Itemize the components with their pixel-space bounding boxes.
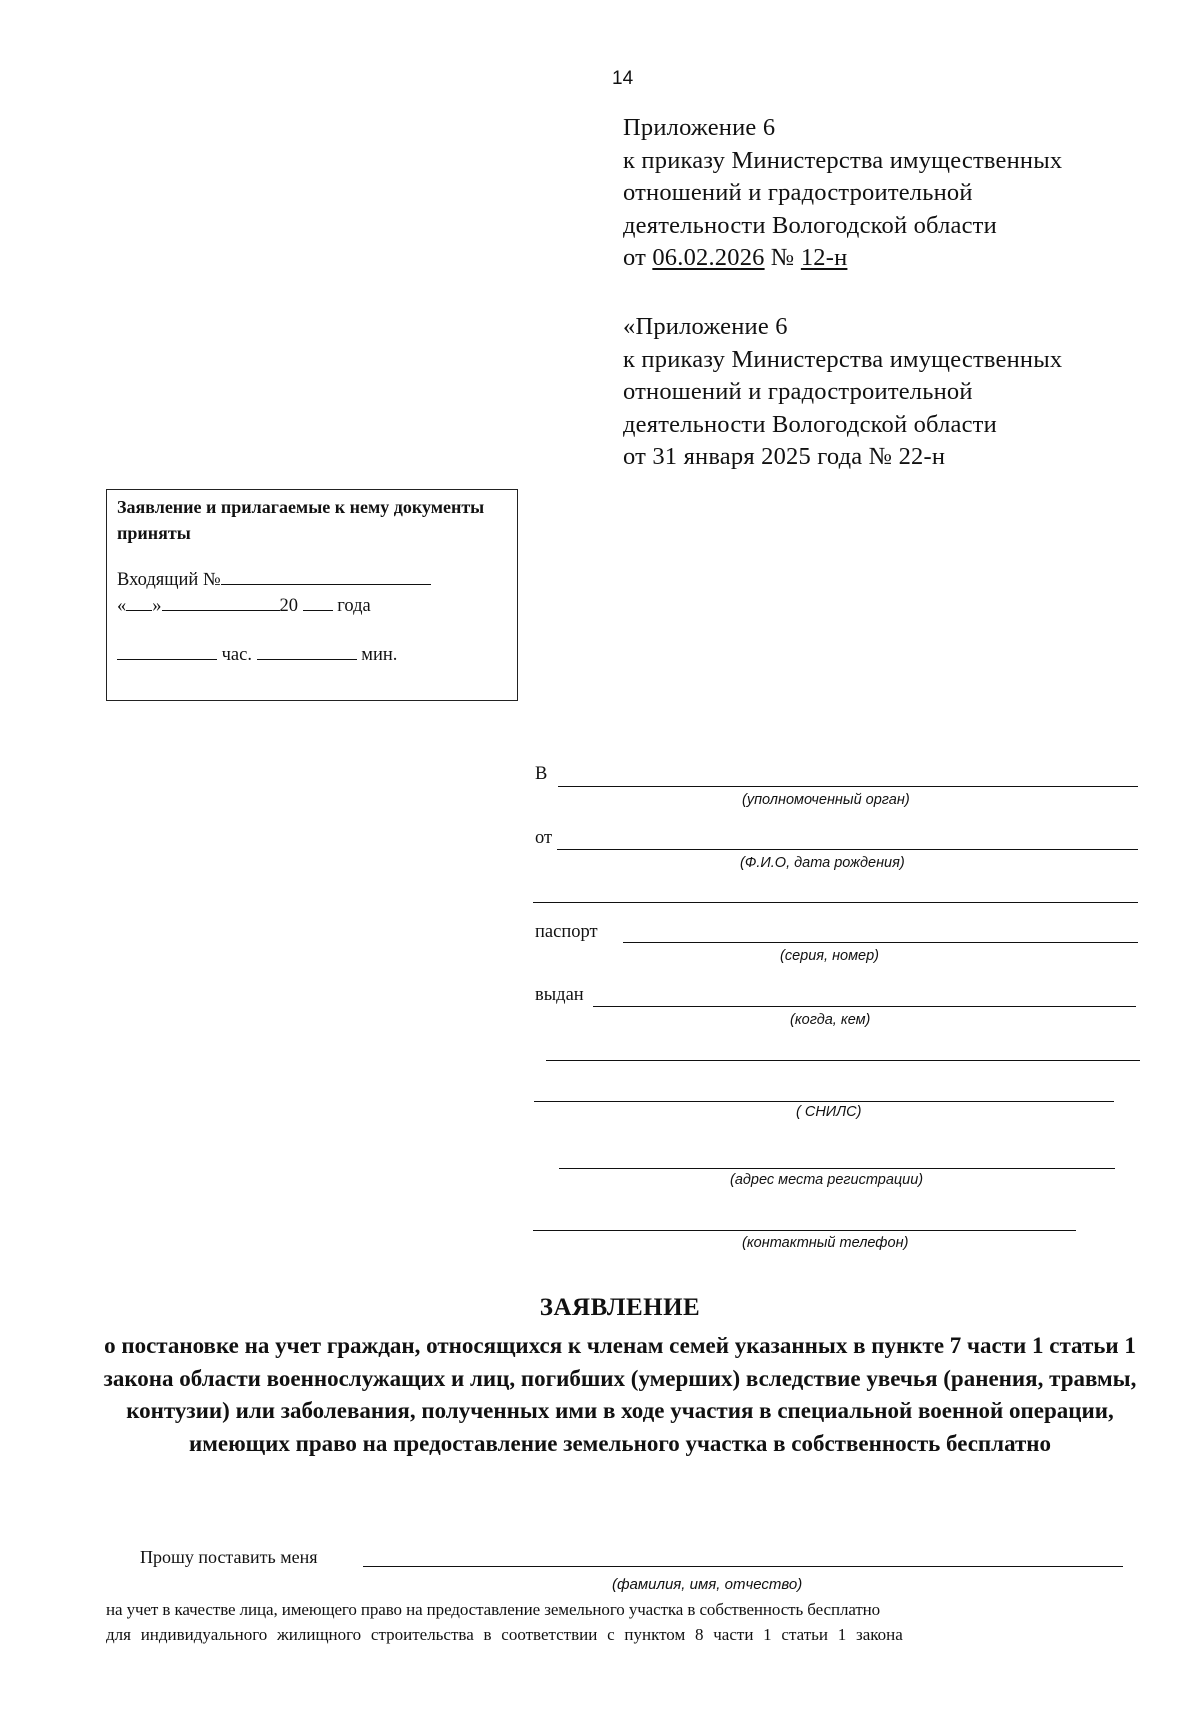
snils-hint: ( СНИЛС) bbox=[796, 1104, 862, 1120]
annex-current-date-line bbox=[623, 242, 1062, 275]
annex-previous-line1: «Приложение 6 bbox=[623, 313, 788, 340]
stamp-hours-field[interactable] bbox=[117, 641, 217, 660]
request-full-name-hint: (фамилия, имя, отчество) bbox=[612, 1576, 803, 1593]
annex-previous-line4: деятельности Вологодской области bbox=[623, 410, 997, 438]
stamp-heading: Заявление и прилагаемые к нему документы приняты bbox=[117, 497, 485, 543]
request-label: Прошу поставить меня bbox=[140, 1547, 318, 1567]
stamp-day-field[interactable] bbox=[126, 592, 152, 611]
annex-previous-line5: от 31 января 2025 года № 22-н bbox=[623, 443, 946, 470]
passport-label: паспорт bbox=[535, 922, 598, 942]
annex-current-line2: к приказу Министерства имущественных bbox=[623, 146, 1063, 174]
annex-current-line1: Приложение 6 bbox=[623, 114, 776, 141]
from-name-field[interactable] bbox=[557, 849, 1138, 850]
registration-address-hint: (адрес места регистрации) bbox=[730, 1172, 924, 1188]
annex-current-num-prefix: № bbox=[764, 244, 801, 271]
stamp-year-suffix: года bbox=[337, 596, 371, 616]
stamp-month-field[interactable] bbox=[162, 592, 280, 611]
annex-current-number: 12-н bbox=[800, 244, 848, 271]
annex-current-line3: отношений и градостроительной bbox=[623, 179, 973, 206]
stamp-hours-label: час. bbox=[221, 645, 252, 665]
annex-current-header bbox=[623, 112, 1062, 275]
stamp-time-row bbox=[117, 641, 397, 666]
page-number: 14 bbox=[612, 68, 634, 89]
issued-field[interactable] bbox=[593, 1006, 1136, 1007]
stamp-year-prefix: 20 bbox=[279, 596, 298, 616]
receipt-stamp-box bbox=[106, 489, 518, 701]
stamp-minutes-label: мин. bbox=[361, 645, 398, 665]
passport-field[interactable] bbox=[623, 942, 1138, 943]
passport-hint: (серия, номер) bbox=[780, 948, 880, 964]
stamp-incoming-row bbox=[117, 566, 431, 591]
stamp-incoming-label: Входящий № bbox=[117, 570, 221, 590]
stamp-date-close: » bbox=[152, 596, 162, 616]
body-line-1: на учет в качестве лица, имеющего право на предоставление земельного участка в собственность бесплатно bbox=[106, 1600, 881, 1619]
issued-hint: (когда, кем) bbox=[790, 1012, 871, 1028]
application-subtitle: о постановке на учет граждан, относящихся к членам семей указанных в пункте 7 части 1 статьи 1 закона области военнослужащих и лиц, погибших (умерших) вследствие увечья (ранения, травмы, контузии) или заболевания, полученных ими в ходе участия в специальной военной операции, имеющих право на предоставление земельного участка в собственность бесплатно bbox=[103, 1333, 1137, 1456]
to-authority-field[interactable] bbox=[558, 786, 1138, 787]
registration-address-field[interactable] bbox=[559, 1168, 1115, 1169]
from-label: от bbox=[535, 828, 553, 848]
stamp-minutes-field[interactable] bbox=[257, 641, 357, 660]
stamp-year-field[interactable] bbox=[303, 592, 333, 611]
stamp-date-row bbox=[117, 592, 371, 617]
annex-previous-header bbox=[623, 311, 1062, 474]
body-line-2: для индивидуального жилищного строительства в соответствии с пунктом 8 части 1 статьи 1 закона bbox=[106, 1625, 903, 1644]
contact-phone-field[interactable] bbox=[533, 1230, 1076, 1231]
request-full-name-field[interactable] bbox=[363, 1566, 1123, 1567]
to-label: В bbox=[535, 764, 548, 784]
snils-field[interactable] bbox=[534, 1101, 1114, 1102]
from-name-hint: (Ф.И.О, дата рождения) bbox=[740, 855, 905, 871]
annex-previous-line3: отношений и градостроительной bbox=[623, 378, 973, 405]
contact-phone-hint: (контактный телефон) bbox=[742, 1235, 909, 1251]
issued-field-continued[interactable] bbox=[546, 1060, 1140, 1061]
annex-current-line4: деятельности Вологодской области bbox=[623, 211, 997, 239]
to-authority-hint: (уполномоченный орган) bbox=[742, 792, 910, 808]
issued-label: выдан bbox=[535, 985, 584, 1005]
stamp-incoming-number-field[interactable] bbox=[221, 566, 431, 585]
application-title: ЗАЯВЛЕНИЕ bbox=[539, 1294, 701, 1321]
annex-previous-line2: к приказу Министерства имущественных bbox=[623, 345, 1063, 373]
stamp-date-open: « bbox=[117, 596, 127, 616]
from-name-field-continued[interactable] bbox=[533, 902, 1138, 903]
annex-current-date-prefix: от bbox=[623, 244, 653, 271]
annex-current-date: 06.02.2026 bbox=[652, 244, 765, 271]
